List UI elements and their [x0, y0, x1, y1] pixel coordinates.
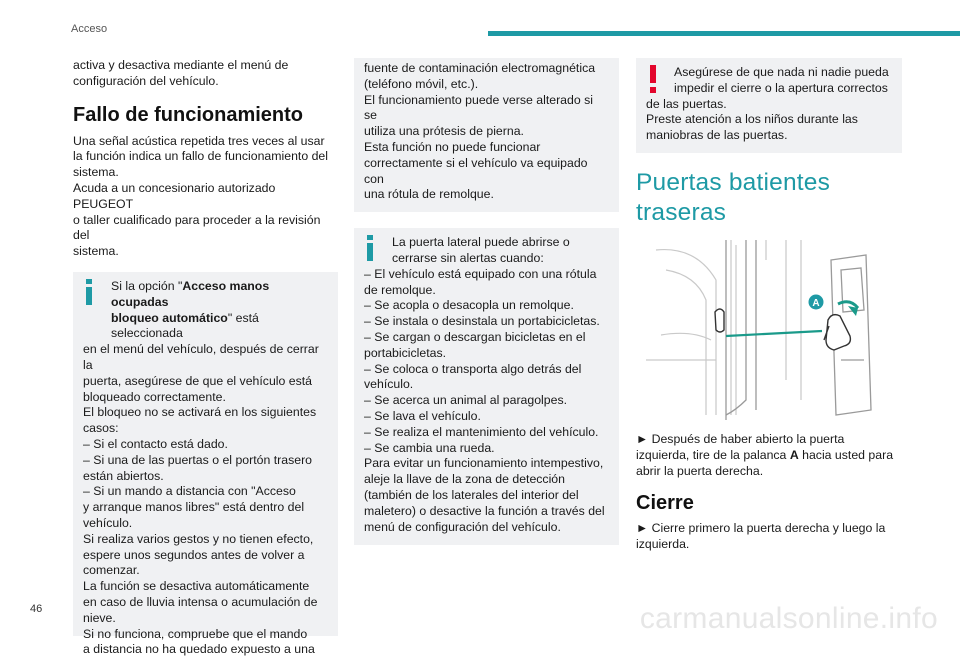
text-line: – Si el contacto está dado. — [83, 436, 228, 451]
text-line: El bloqueo no se activará en los siguientes — [83, 405, 317, 420]
text-line: maniobras de las puertas. — [646, 128, 788, 143]
text-line: ► Después de haber abierto la puerta — [636, 431, 845, 446]
text-line: correctamente si el vehículo va equipado con — [364, 155, 588, 186]
text-line: nieve. — [83, 610, 116, 625]
text-line: – Se acopla o desacopla un remolque. — [364, 298, 574, 313]
rear-door-illustration — [636, 240, 902, 420]
text-line: izquierda. — [636, 537, 690, 552]
text-line: fuente de contaminación electromagnética — [364, 61, 596, 75]
info-box-side-door — [354, 228, 619, 545]
text-line: comenzar. — [83, 563, 140, 578]
warning-lines — [646, 97, 892, 144]
text-line: vehículo. — [364, 377, 414, 392]
text-line: portabicicletas. — [364, 345, 447, 360]
door-lever-drawing — [636, 240, 902, 420]
info-lead — [364, 235, 609, 267]
text-line: la función indica un fallo de funcionamiento del — [73, 149, 328, 164]
text-line: abrir la puerta derecha. — [636, 463, 764, 478]
info-icon — [363, 235, 377, 261]
text-line: y arranque manos libres" está dentro del — [83, 500, 305, 515]
column-2 — [354, 58, 619, 545]
text-line: – Se cambia una rueda. — [364, 440, 495, 455]
text-line: – Si una de las puertas o el portón trasero — [83, 452, 312, 467]
text-line: en caso de lluvia intensa o acumulación de — [83, 594, 318, 609]
text-line: Una señal acústica repetida tres veces al usar — [73, 133, 325, 148]
warning-box — [636, 58, 902, 153]
text-fragment: hacia usted para — [798, 447, 894, 462]
text-fragment: izquierda, tire de la palanca — [636, 447, 790, 462]
subheading-closing: Cierre — [636, 492, 694, 515]
malfunction-paragraph — [73, 134, 338, 260]
text-line — [636, 448, 902, 464]
text-line: puerta, asegúrese de que el vehículo está — [83, 373, 313, 388]
text-line: activa y desactiva mediante el menú de — [73, 58, 289, 72]
text-line: configuración del vehículo. — [73, 73, 219, 88]
intro-text — [73, 58, 338, 90]
text-line: Si no funciona, compruebe que el mando — [83, 626, 308, 641]
info-box-lines — [364, 267, 609, 536]
text-line: de remolque. — [364, 282, 436, 297]
text-line: sistema. — [73, 165, 119, 180]
column-1 — [73, 58, 338, 657]
text-line: – Se realiza el mantenimiento del vehículo. — [364, 424, 599, 439]
info-box-lines — [83, 342, 328, 658]
text-line: una rótula de remolque. — [364, 187, 494, 202]
text-fragment: Si la opción " — [111, 278, 183, 293]
text-line: bloqueado correctamente. — [83, 389, 226, 404]
text-line: vehículo. — [83, 515, 133, 530]
text-line: – Se coloca o transporta algo detrás del — [364, 361, 582, 376]
text-line: – Si un mando a distancia con "Acceso — [83, 484, 296, 499]
text-line: La puerta lateral puede abrirse o — [392, 235, 570, 250]
text-line: casos: — [83, 421, 119, 436]
text-line: menú de configuración del vehículo. — [364, 519, 561, 534]
text-line: – Se lava el vehículo. — [364, 408, 481, 423]
text-line: de las puertas. — [646, 96, 727, 111]
section-heading-malfunction: Fallo de funcionamiento — [73, 103, 304, 126]
text-line: (teléfono móvil, etc.). — [364, 76, 479, 91]
text-line: cerrarse sin alertas cuando: — [392, 250, 544, 265]
text-line: están abiertos. — [83, 468, 164, 483]
text-fragment: " está seleccionada — [111, 310, 259, 341]
text-line: Esta función no puede funcionar — [364, 139, 541, 154]
header-title: Acceso — [71, 23, 108, 35]
text-line: El funcionamiento puede verse alterado si se — [364, 92, 593, 123]
bold-option-name: Acceso manos ocupadas — [111, 278, 270, 309]
text-line: Acuda a un concesionario autorizado PEUGEOT — [73, 180, 276, 211]
info-box-lines — [364, 61, 609, 203]
step-open-right-door — [636, 432, 902, 479]
text-line: espere unos segundos antes de volver a — [83, 547, 305, 562]
text-line: (también de los laterales del interior del — [364, 487, 579, 502]
info-box-hands-free — [73, 272, 338, 657]
text-line: impedir el cierre o la apertura correctos — [674, 80, 888, 95]
text-line: ► Cierre primero la puerta derecha y luego la — [636, 521, 886, 536]
text-line: aleje la llave de la zona de detección — [364, 472, 565, 487]
text-line: en el menú del vehículo, después de cerrar la — [83, 342, 319, 372]
text-line: Para evitar un funcionamiento intempestivo, — [364, 456, 604, 471]
text-line: – Se instala o desinstala un portabicicletas. — [364, 314, 600, 329]
callout-label-a: A — [812, 297, 820, 309]
text-line: La función se desactiva automáticamente — [83, 579, 310, 594]
column-3 — [636, 58, 902, 553]
info-box-continued — [354, 58, 619, 212]
info-lead — [83, 279, 328, 342]
text-line: – Se cargan o descargan bicicletas en el — [364, 329, 586, 344]
text-line: o taller cualificado para proceder a la revisión del — [73, 212, 321, 243]
lever-label: A — [789, 447, 799, 462]
text-line: Si realiza varios gestos y no tienen efecto, — [83, 531, 314, 546]
text-line: a distancia no ha quedado expuesto a una — [83, 642, 315, 657]
watermark: carmanualsonline.info — [639, 602, 938, 635]
text-line: Asegúrese de que nada ni nadie pueda — [674, 65, 889, 79]
warning-icon — [646, 65, 660, 93]
header-accent-bar — [488, 31, 960, 36]
page-number: 46 — [30, 603, 43, 615]
text-line: sistema. — [73, 244, 119, 259]
bold-option-name: bloqueo automático — [111, 310, 228, 325]
text-line: Preste atención a los niños durante las — [646, 112, 858, 127]
step-close-doors — [636, 521, 902, 553]
text-line: utiliza una prótesis de pierna. — [364, 124, 524, 139]
info-icon — [82, 279, 96, 305]
warning-lead — [646, 65, 892, 97]
section-heading-rear-doors: Puertas batientes traseras — [636, 168, 831, 226]
text-line: – El vehículo está equipado con una rótula — [364, 266, 597, 281]
text-line: maletero) o desactive la función a través del — [364, 503, 605, 518]
text-line: – Se acerca un animal al paragolpes. — [364, 393, 568, 408]
